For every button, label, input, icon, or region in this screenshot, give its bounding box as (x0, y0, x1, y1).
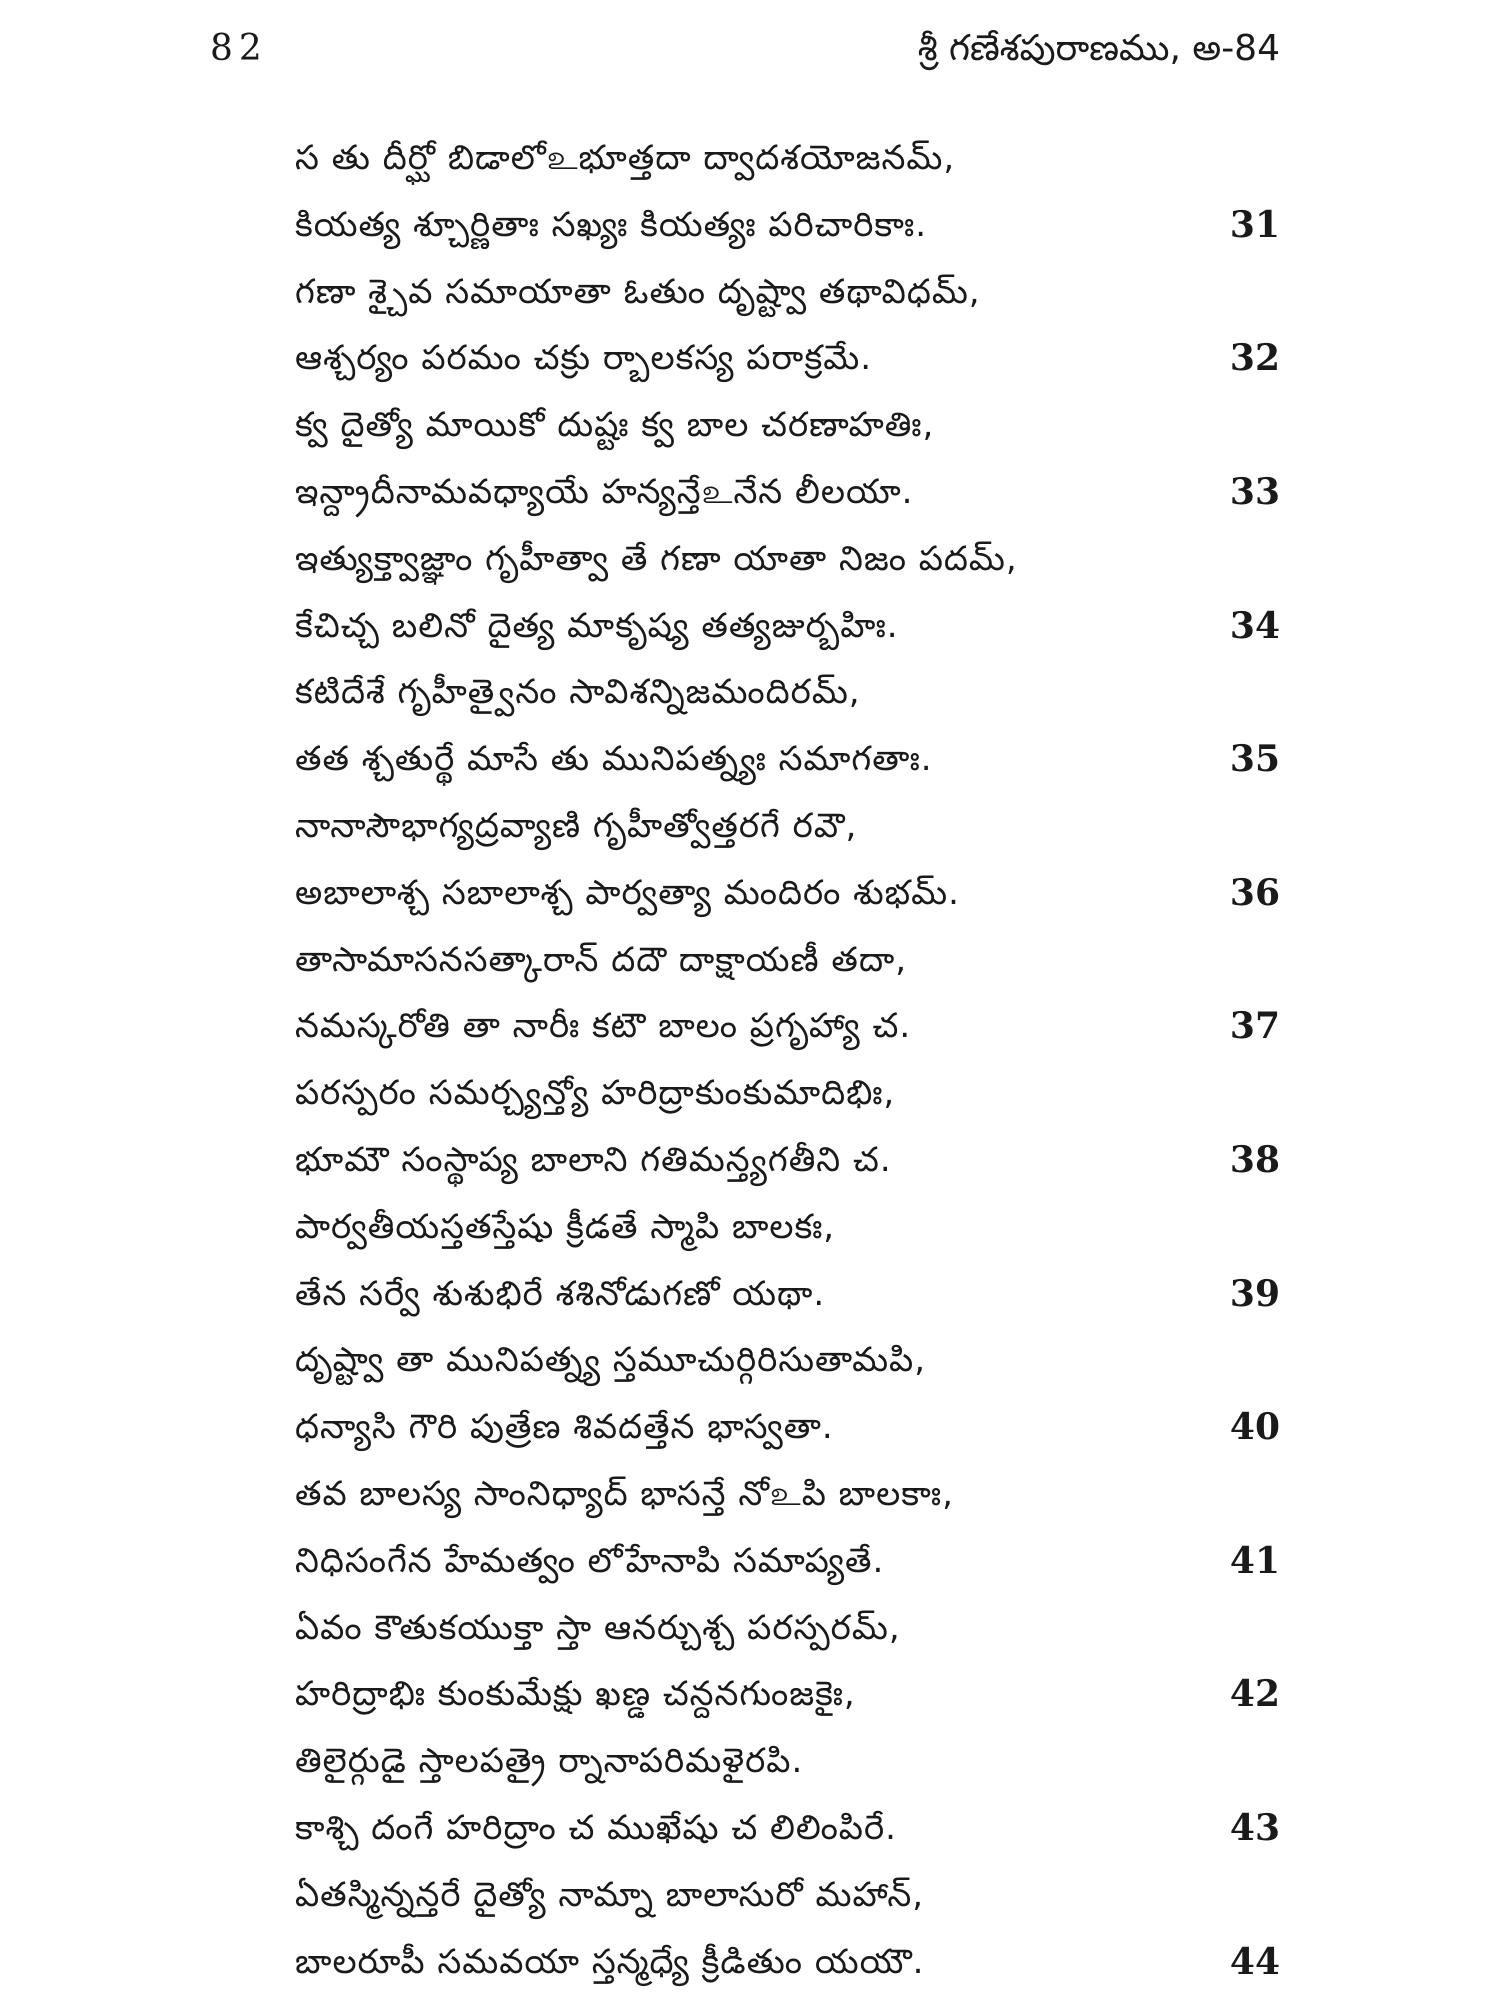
verse-text: నిధిసంగేన హేమత్వం లోహేనాపి సమాప్యతే. (295, 1540, 885, 1581)
verse-number: 39 (1229, 1272, 1280, 1315)
verse-line (295, 1394, 1280, 1461)
verse-text: తేన సర్వే శుశుభిరే శశినోడుగణో యథా. (295, 1273, 826, 1314)
verse-line (295, 993, 1280, 1060)
verse-line (295, 125, 1280, 192)
verse-line (295, 1661, 1280, 1728)
verse-text: స తు దీర్ఘో బిడాలోஉభూత్తదా ద్వాదశయోజనమ్, (295, 138, 956, 178)
verse-text: ఆశ్చర్యం పరమం చక్రు ర్బాలకస్య పరాక్రమే. (295, 338, 873, 379)
running-title: శ్రీ గణేశపురాణము, అ-84 (917, 28, 1280, 69)
verse-text: పరస్పరం సమర్చ్యన్త్యో హరిద్రాకుంకుమాదిభిః, (295, 1073, 896, 1114)
verse-text: ఏవం కౌతుకయుక్తా స్తా ఆనర్చుశ్చ పరస్పరమ్, (295, 1607, 901, 1648)
verse-text: నానాసౌభాగ్యద్రవ్యాణి గృహీత్వోత్తరగే రవౌ, (295, 805, 858, 846)
verse-text: భూమౌ సంస్థాప్య బాలాని గతిమన్త్యగతీని చ. (295, 1139, 892, 1180)
verse-text: ఇత్యుక్త్వాజ్ఞాం గృహీత్వా తే గణా యాతా నిజం పదమ్, (295, 538, 1018, 579)
verse-number: 43 (1229, 1806, 1280, 1849)
verse-text: ఏతస్మిన్నన్తరే దైత్యో నామ్నా బాలాసురో మహాన్, (295, 1874, 925, 1915)
verse-number: 31 (1229, 203, 1280, 246)
verse-line (295, 593, 1280, 660)
page-number: 82 (210, 28, 268, 69)
verse-number: 41 (1229, 1539, 1280, 1582)
verse-line (295, 192, 1280, 259)
verse-text: గణా శ్చైవ సమాయాతా ఓతుం దృష్ట్వా తథావిధమ్, (295, 271, 981, 312)
verse-text: తత శ్చతుర్థే మాసే తు మునిపత్న్యః సమాగతాః. (295, 739, 933, 780)
verse-line (295, 392, 1280, 459)
verse-text: తాసామాసనసత్కారాన్ దదౌ దాక్షాయణీ తదా, (295, 939, 908, 980)
verse-number: 42 (1229, 1673, 1280, 1716)
verse-number: 33 (1229, 470, 1280, 513)
verse-line (295, 1595, 1280, 1662)
verse-line (295, 325, 1280, 392)
verse-text: కటిదేశే గృహీత్వైనం సావిశన్నిజమందిరమ్, (295, 672, 861, 713)
verse-line (295, 1194, 1280, 1261)
verse-text: అబాలాశ్చ సబాలాశ్చ పార్వత్యా మందిరం శుభమ్. (295, 872, 960, 913)
verse-line (295, 1261, 1280, 1328)
verse-text: తిలైర్గుడై స్తాలపత్రై ర్నానాపరిమళైరపి. (295, 1741, 804, 1782)
verse-line (295, 1862, 1280, 1929)
verse-text: క్వ దైత్యో మాయికో దుష్టః క్వ బాల చరణాహతిః, (295, 405, 935, 446)
verse-line (295, 526, 1280, 593)
verse-line (295, 1060, 1280, 1127)
verse-line (295, 259, 1280, 326)
verse-number: 34 (1229, 604, 1280, 647)
verse-text: ధన్యాసి గౌరి పుత్రేణ శివదత్తేన భాస్వతా. (295, 1407, 834, 1448)
verse-number: 36 (1229, 871, 1280, 914)
verse-line (295, 1528, 1280, 1595)
verse-line (295, 927, 1280, 994)
verse-line (295, 659, 1280, 726)
verse-line (295, 1728, 1280, 1795)
verse-text: కేచిచ్చ బలినో దైత్య మాకృష్య తత్యజుర్బహిః. (295, 605, 899, 646)
verse-line (295, 1127, 1280, 1194)
verse-line (295, 1327, 1280, 1394)
verse-number: 32 (1229, 337, 1280, 380)
verse-line (295, 1795, 1280, 1862)
verse-text: కియత్య శ్చూర్ణితాః సఖ్యః కియత్యః పరిచారికాః. (295, 204, 928, 245)
verse-line (295, 1461, 1280, 1528)
verse-number: 37 (1229, 1005, 1280, 1048)
verse-number: 40 (1229, 1406, 1280, 1449)
verse-text: ఇన్ద్రాదీనామవధ్యాయే హన్యన్తేஉనేన లీలయా. (295, 471, 914, 512)
verse-text: హరిద్రాభిః కుంకుమేక్షు ఖణ్డ చన్దనగుంజకైః, (295, 1674, 856, 1715)
verse-text: కాశ్చి దంగే హరిద్రాం చ ముఖేషు చ లిలింపిరే. (295, 1807, 897, 1848)
verse-text: దృష్ట్వా తా మునిపత్న్య స్తమూచుర్గిరిసుతామపి, (295, 1340, 927, 1381)
verse-number: 38 (1229, 1138, 1280, 1181)
verse-number: 44 (1229, 1940, 1280, 1983)
verse-line (295, 459, 1280, 526)
verse-line (295, 793, 1280, 860)
verse-line (295, 1929, 1280, 1996)
verse-number: 35 (1229, 738, 1280, 781)
verse-list (295, 125, 1280, 1995)
verse-line (295, 726, 1280, 793)
verse-text: బాలరూపీ సమవయా స్తన్మధ్యే క్రీడితుం యయౌ. (295, 1941, 925, 1982)
verse-line (295, 860, 1280, 927)
page-header (210, 28, 1280, 78)
verse-text: తవ బాలస్య సాంనిధ్యాద్ భాసన్తే నోஉపి బాలకాః, (295, 1473, 954, 1514)
verse-text: పార్వతీయస్తతస్తేషు క్రీడతే స్మాపి బాలకః, (295, 1206, 836, 1247)
verse-text: నమస్కరోతి తా నారీః కటౌ బాలం ప్రగృహ్యా చ. (295, 1006, 912, 1047)
